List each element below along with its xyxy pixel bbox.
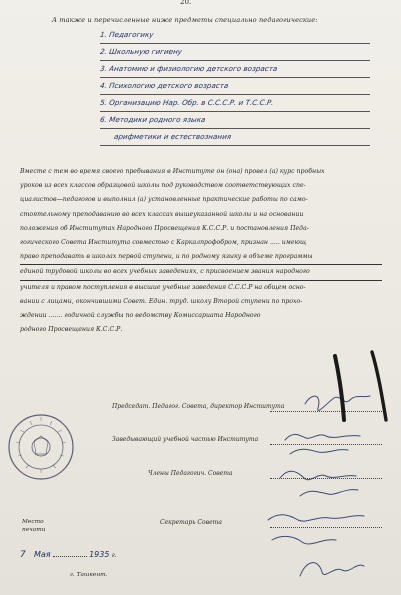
- body-line: право преподавать в школах первой ступени, и по родному языку в объеме программы: [20, 250, 382, 265]
- seal-place-label: Место печати: [22, 519, 46, 533]
- subject-item: 4. Психологию детского возраста: [100, 78, 370, 95]
- body-line: циалистов—педагогов и выполнил (а) установленные практические работы по само-: [20, 196, 308, 204]
- body-line: гогического Совета Института совместно с Каркалпрофобром, признан ..... имеющ: [20, 239, 307, 247]
- body-line: учителя и правом поступления в высшие учебные заведения С.С.С.Р на общем осно-: [20, 283, 306, 291]
- body-line: ждении ....... годичной службы по ведомству Комиссариата Народного: [20, 312, 261, 320]
- body-line: Вместе с тем во время своего пребывания в Институте он (она) провел (а) курс пробных: [20, 168, 325, 175]
- subject-item: 2. Школьную гигиену: [100, 44, 370, 61]
- body-line: стоятельному преподаванию во всех классах вышеуказанной школы и на основании: [20, 210, 304, 218]
- subject-item: арифметики и естествознания: [100, 129, 370, 146]
- signatory-label: Заведывающий учебной частью Института: [112, 436, 259, 443]
- signatory-label: Председат. Педагог. Совета, директор Института: [112, 403, 285, 410]
- body-line: вании с лицами, окончившими Совет. Един. труд. школу Второй ступени по прохо-: [20, 297, 303, 305]
- intro-text: А также и перечисленные ниже предметы специально педагогические:: [52, 16, 318, 24]
- issue-date: 7 Мая 1935 г.: [20, 550, 117, 560]
- city-label: г. Ташкент.: [70, 572, 108, 578]
- body-line: уроков из всех классов образцовой школы под руководством соответствующих спе-: [20, 182, 306, 190]
- body-line: единой трудовой школы во всех учебных заведениях, с присвоением звания народного: [20, 265, 382, 280]
- subject-item: 1. Педагогику: [100, 27, 370, 44]
- body-line: положения об Институтах Народного Просвещения К.С.С.Р. и постановления Педа-: [20, 224, 309, 232]
- signatory-label: Члены Педагогич. Совета: [148, 470, 233, 477]
- subject-item: 6. Методики родного языка: [100, 112, 370, 129]
- signatory-label: Секретарь Совета: [160, 519, 222, 526]
- subject-item: 3. Анатомию и физиологию детского возраста: [100, 61, 370, 78]
- body-line: родного Просвещения К.С.С.Р.: [20, 326, 123, 334]
- subject-item: 5. Организацию Нар. Обр. в С.С.С.Р. и Т.С.С.Р.: [100, 95, 370, 112]
- page-number: 20.: [180, 0, 192, 6]
